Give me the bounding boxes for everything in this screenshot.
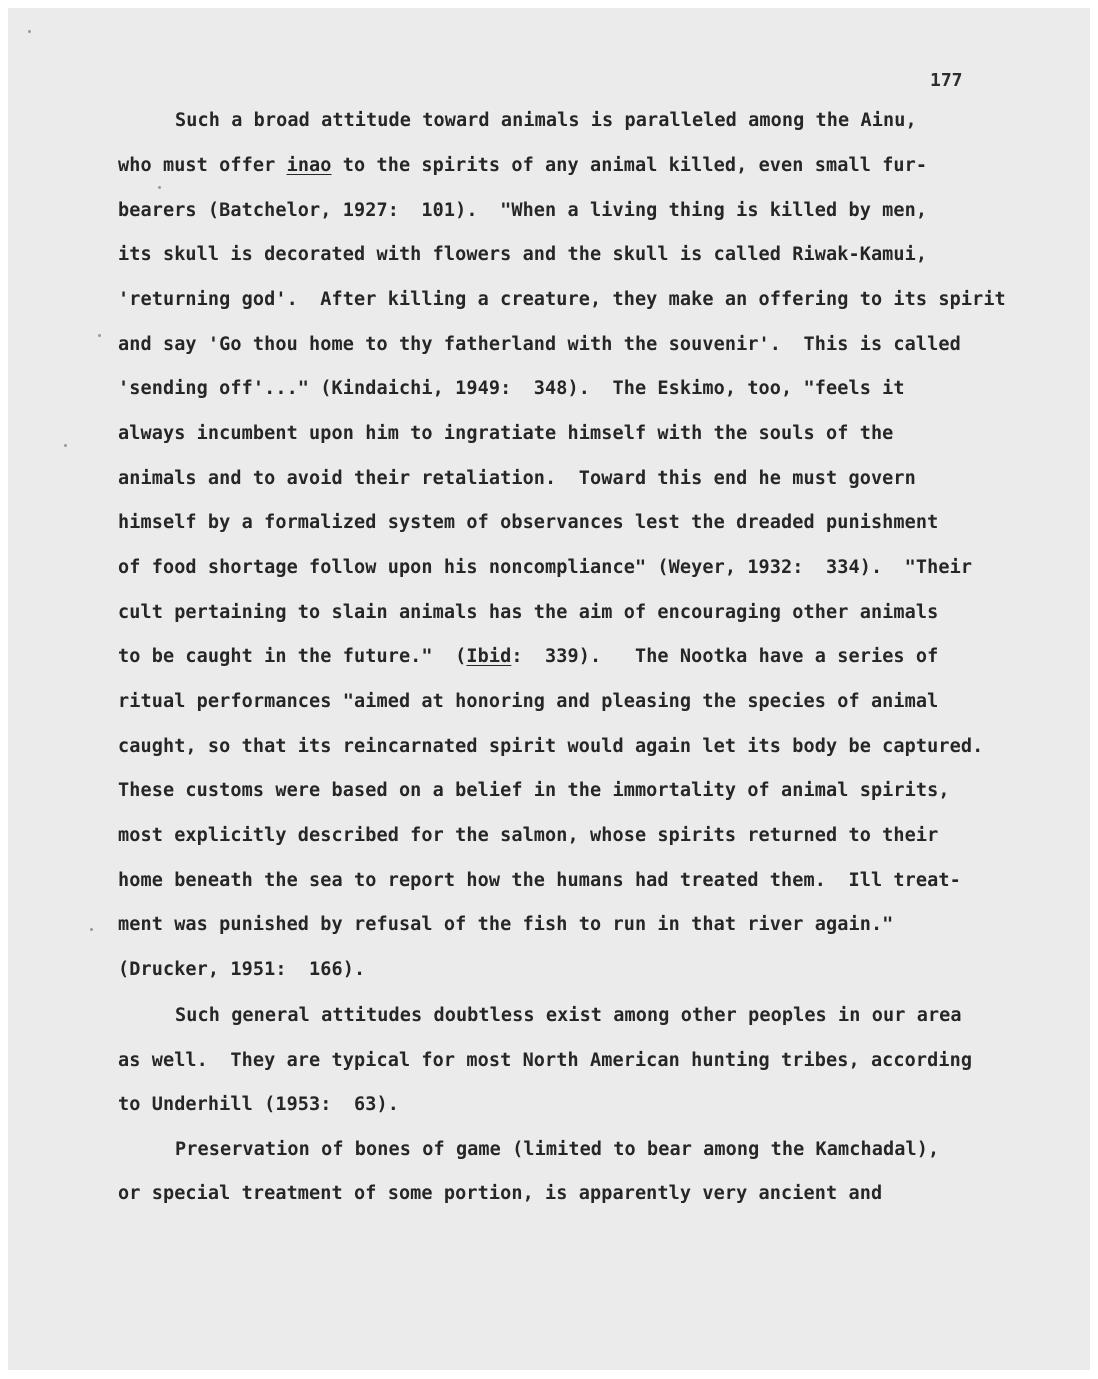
text-segment: Preservation of bones of game (limited to bear among the Kamchadal), — [175, 1139, 940, 1160]
text-line — [175, 1005, 962, 1026]
text-segment: (Drucker, 1951: 166). — [118, 959, 366, 980]
text-line — [118, 334, 961, 355]
text-segment: cult pertaining to slain animals has the aim of encouraging other animals — [118, 602, 939, 623]
text-segment: caught, so that its reincarnated spirit would again let its body be captured. — [118, 736, 984, 757]
text-line — [118, 378, 905, 399]
text-segment: most explicitly described for the salmon, whose spirits returned to their — [118, 825, 939, 846]
text-segment: to Underhill (1953: 63). — [118, 1094, 399, 1115]
text-segment: himself by a formalized system of observances lest the dreaded punishment — [118, 512, 939, 533]
text-segment: 'returning god'. After killing a creature, they make an offering to its spirit — [118, 289, 1006, 310]
text-segment: home beneath the sea to report how the humans had treated them. Ill treat- — [118, 870, 961, 891]
text-segment: ritual performances "aimed at honoring and pleasing the species of animal — [118, 691, 939, 712]
text-line — [118, 959, 365, 980]
text-segment: to be caught in the future." ( — [118, 646, 467, 667]
text-line — [118, 736, 983, 757]
text-line — [118, 602, 938, 623]
text-line — [118, 780, 950, 801]
text-line — [118, 870, 961, 891]
text-segment: : 339). The Nootka have a series of — [511, 646, 939, 667]
text-segment: Such general attitudes doubtless exist among other peoples in our area — [175, 1005, 962, 1026]
text-segment: to the spirits of any animal killed, even small fur- — [331, 155, 928, 176]
scan-speck — [90, 928, 93, 931]
scan-speck — [28, 30, 31, 33]
text-line — [118, 825, 938, 846]
text-line — [118, 646, 938, 667]
text-segment: of food shortage follow upon his noncompliance" (Weyer, 1932: 334). "Their — [118, 557, 973, 578]
text-segment: These customs were based on a belief in the immortality of animal spirits, — [118, 780, 950, 801]
underlined-term: inao — [286, 155, 332, 176]
text-line — [118, 557, 972, 578]
text-line — [175, 1139, 939, 1160]
text-line — [118, 1183, 882, 1204]
text-line — [118, 691, 938, 712]
text-line — [118, 468, 916, 489]
text-line — [118, 200, 927, 221]
underlined-term: Ibid — [466, 646, 512, 667]
text-line — [118, 512, 938, 533]
text-segment: animals and to avoid their retaliation. Toward this end he must govern — [118, 468, 916, 489]
scan-speck — [64, 444, 67, 447]
text-segment: ment was punished by refusal of the fish to run in that river again." — [118, 914, 894, 935]
text-line — [175, 110, 917, 131]
text-segment: or special treatment of some portion, is apparently very ancient and — [118, 1183, 883, 1204]
text-line — [118, 155, 927, 176]
text-line — [118, 423, 893, 444]
text-line — [118, 1094, 399, 1115]
text-segment: always incumbent upon him to ingratiate himself with the souls of the — [118, 423, 894, 444]
text-line — [118, 914, 893, 935]
text-line — [118, 244, 927, 265]
text-segment: who must offer — [118, 155, 287, 176]
scan-speck — [158, 186, 161, 189]
text-segment: as well. They are typical for most North American hunting tribes, according — [118, 1050, 973, 1071]
text-line — [118, 1050, 972, 1071]
text-segment: Such a broad attitude toward animals is paralleled among the Ainu, — [175, 110, 917, 131]
text-segment: bearers (Batchelor, 1927: 101). "When a living thing is killed by men, — [118, 200, 928, 221]
scan-speck — [98, 334, 101, 337]
text-line — [118, 289, 1006, 310]
text-segment: and say 'Go thou home to thy fatherland with the souvenir'. This is called — [118, 334, 961, 355]
text-segment: its skull is decorated with flowers and the skull is called Riwak-Kamui, — [118, 244, 928, 265]
document-page — [8, 8, 1090, 1370]
text-segment: 'sending off'..." (Kindaichi, 1949: 348). The Eskimo, too, "feels it — [118, 378, 905, 399]
page-number: 177 — [930, 70, 963, 91]
